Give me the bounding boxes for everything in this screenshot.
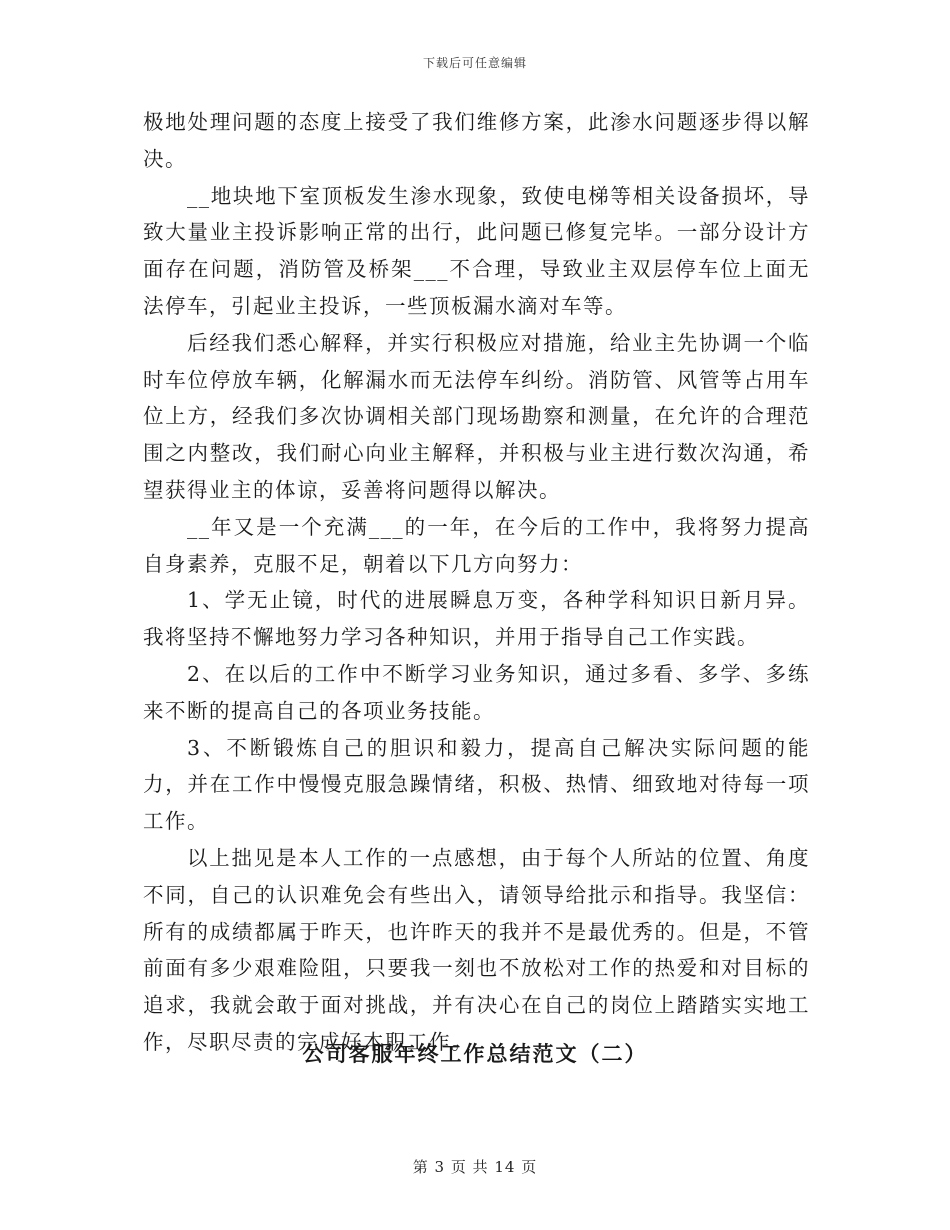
paragraph-conclusion: 以上拙见是本人工作的一点感想，由于每个人所站的位置、角度不同，自己的认识难免会有些出入，请领导给批示和指导。我坚信：所有的成绩都属于昨天，也许昨天的我并不是最优秀的。但是，不管前面有多少艰难险阻，只要我一刻也不放松对工作的热爱和对目标的追求，我就会敢于面对挑战，并有决心在自己的岗位上踏踏实实地工作，尽职尽责的完成好本职工作。 — [143, 845, 810, 1054]
paragraph-new-year: __年又是一个充满___的一年，在今后的工作中，我将努力提高自身素养，克服不足，朝着以下几方向努力： — [143, 514, 810, 576]
list-item-3: 3、不断锻炼自己的胆识和毅力，提高自己解决实际问题的能力，并在工作中慢慢克服急躁情绪，积极、热情、细致地对待每一项工作。 — [143, 735, 810, 834]
paragraph-resolution: 后经我们悉心解释，并实行积极应对措施，给业主先协调一个临时车位停放车辆，化解漏水而无法停车纠纷。消防管、风管等占用车位上方，经我们多次协调相关部门现场勘察和测量，在允许的合理范围之内整改，我们耐心向业主解释，并积极与业主进行数次沟通，希望获得业主的体谅，妥善将问题得以解决。 — [143, 330, 810, 502]
section-heading: 公司客服年终工作总结范文（二） — [302, 1041, 648, 1066]
list-item-1: 1、学无止镜，时代的进展瞬息万变，各种学科知识日新月异。我将坚持不懈地努力学习各种知识，并用于指导自己工作实践。 — [143, 588, 810, 650]
paragraph-leak-issue: __地块地下室顶板发生渗水现象，致使电梯等相关设备损坏，导致大量业主投诉影响正常的出行，此问题已修复完毕。一部分设计方面存在问题，消防管及桥架___不合理，导致业主双层停车位上面无法停车，引起业主投诉，一些顶板漏水滴对车等。 — [143, 183, 810, 318]
paragraph-continuation: 极地处理问题的态度上接受了我们维修方案，此渗水问题逐步得以解决。 — [143, 110, 810, 171]
page-header: 下载后可任意编辑 — [422, 56, 527, 70]
list-item-2: 2、在以后的工作中不断学习业务知识，通过多看、多学、多练来不断的提高自己的各项业务技能。 — [143, 661, 810, 723]
document-body — [143, 104, 810, 1061]
page-footer: 第 3 页 共 14 页 — [412, 1158, 538, 1176]
